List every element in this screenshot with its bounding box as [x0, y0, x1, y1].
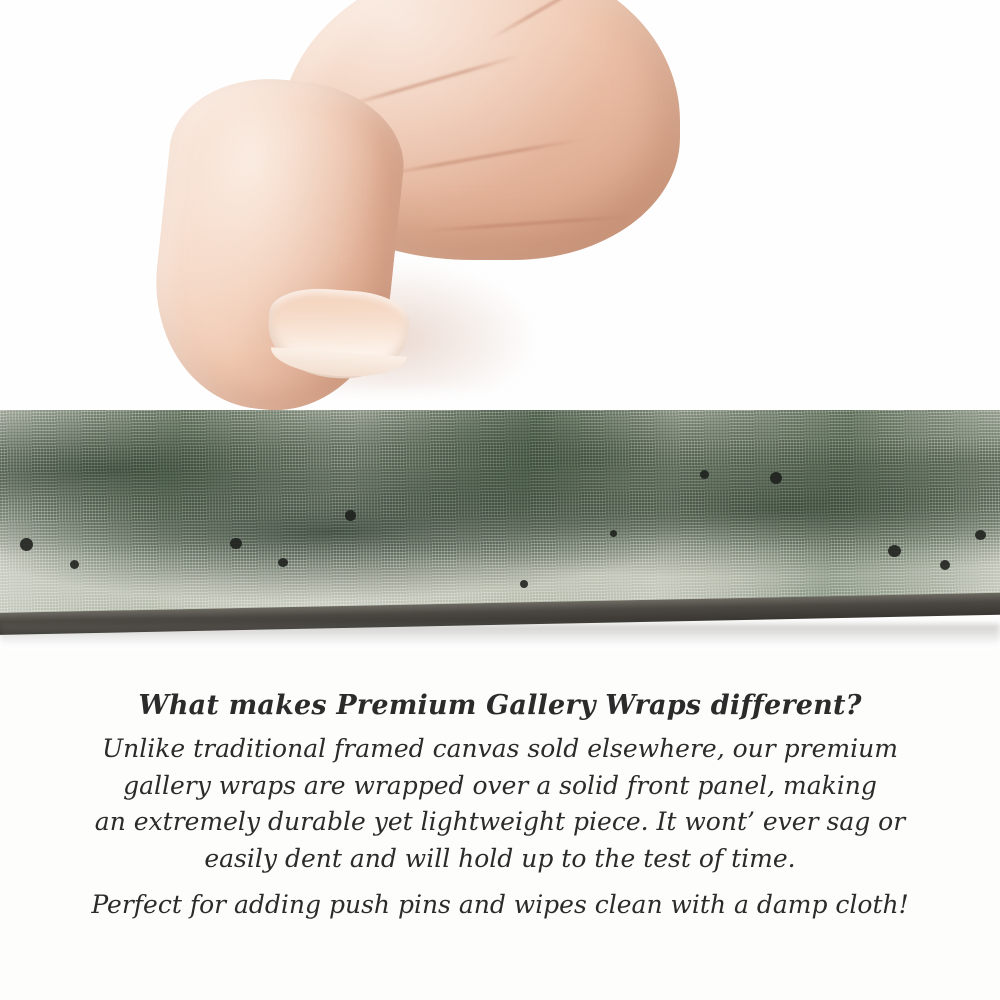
caption-heading: What makes Premium Gallery Wraps different?: [138, 690, 862, 721]
caption-closing-line: Perfect for adding push pins and wipes clean with a damp cloth!: [91, 890, 909, 919]
caption-line-3: an extremely durable yet lightweight piece. It wont’ ever sag or: [94, 807, 906, 836]
canvas-speck: [230, 538, 242, 549]
canvas-speck: [345, 510, 356, 521]
canvas-speck: [610, 530, 617, 537]
canvas-speck: [20, 538, 33, 551]
canvas-speck: [975, 530, 986, 540]
canvas-speck: [888, 545, 901, 557]
caption-line-4: easily dent and will hold up to the test of time.: [204, 843, 796, 873]
panel-drop-shadow: [0, 624, 1000, 646]
canvas-speck: [70, 560, 79, 569]
caption-line-2: gallery wraps are wrapped over a solid front panel, making: [123, 770, 877, 800]
canvas-speck: [940, 560, 950, 570]
canvas-speck: [770, 472, 782, 484]
canvas-speck: [700, 470, 709, 479]
canvas-weave-texture: [0, 410, 1000, 618]
caption-line-1: Unlike traditional framed canvas sold elsewhere, our premium: [102, 734, 898, 763]
hand-illustration: [120, 0, 680, 430]
canvas-speck: [278, 558, 288, 567]
gallery-wrap-panel: [0, 410, 1000, 646]
canvas-speck: [520, 580, 528, 588]
caption-block: [0, 690, 1000, 924]
